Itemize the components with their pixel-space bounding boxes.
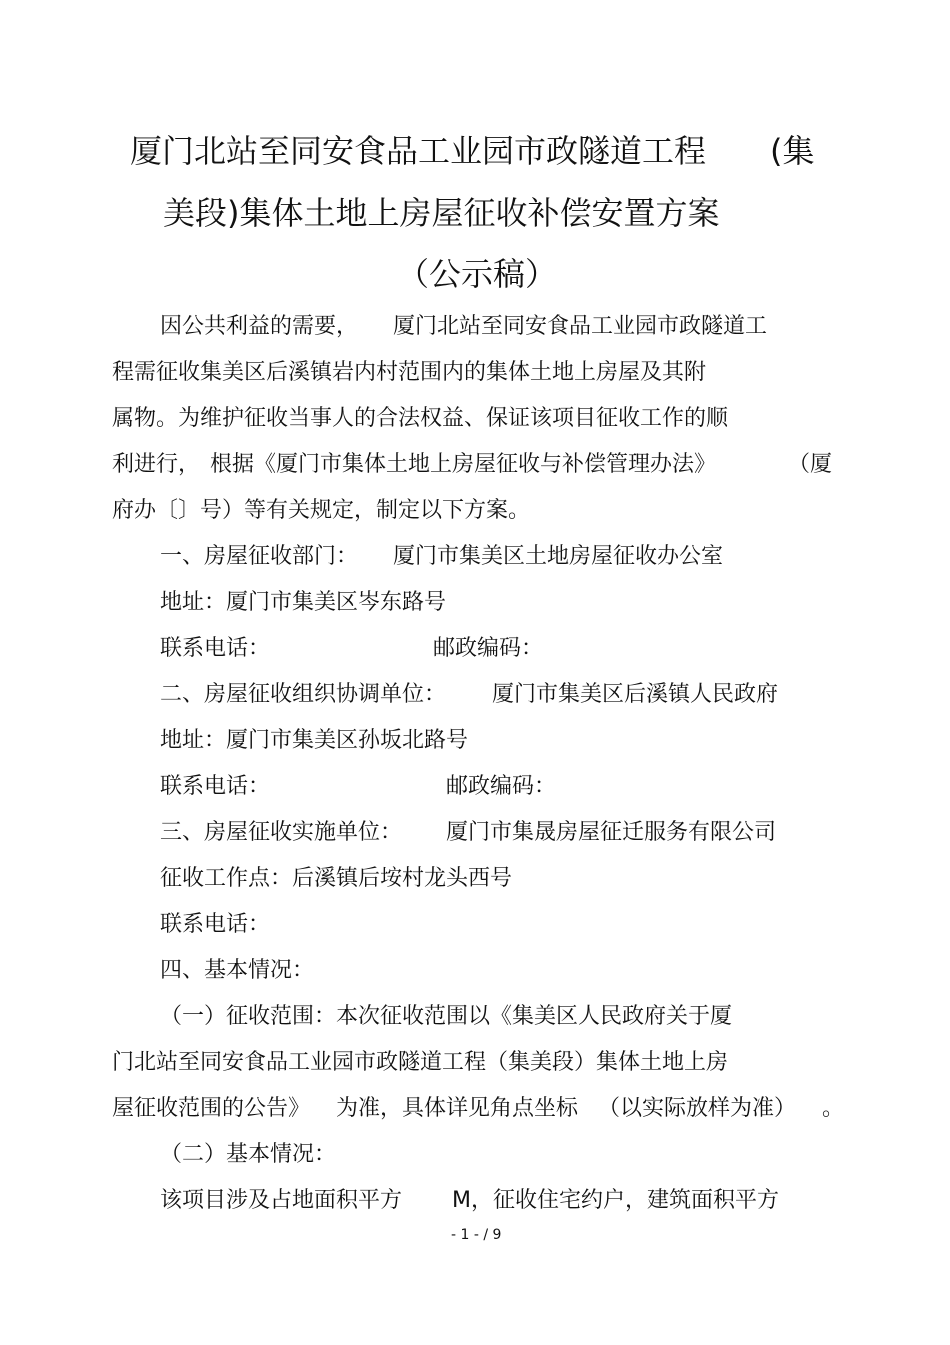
sec3-workpoint: 征收工作点：后溪镇后垵村龙头西号	[160, 866, 513, 891]
sec4-heading: 四、基本情况：	[160, 958, 315, 983]
sec4-scope-line-3d: 。	[822, 1096, 845, 1121]
sec1-phone: 联系电话：	[160, 636, 271, 661]
sec2-label: 二、房屋征收组织协调单位：	[160, 682, 447, 707]
title-line-2: 美段)集体土地上房屋征收补偿安置方案	[163, 194, 720, 232]
intro-line-3: 属物。为维护征收当事人的合法权益、保证该项目征收工作的顺	[112, 406, 729, 431]
intro-line-4c: （厦	[788, 452, 833, 477]
intro-line-2: 程需征收集美区后溪镇岩内村范围内的集体土地上房屋及其附	[112, 360, 707, 385]
sec3-value: 厦门市集晟房屋征迁服务有限公司	[446, 820, 777, 845]
sec3-phone: 联系电话：	[160, 912, 271, 937]
intro-line-1a: 因公共利益的需要，	[160, 314, 359, 339]
sec1-address: 地址：厦门市集美区岑东路号	[160, 590, 447, 615]
sec1-value: 厦门市集美区土地房屋征收办公室	[393, 544, 724, 569]
intro-line-4b: 根据《厦门市集体土地上房屋征收与补偿管理办法》	[210, 452, 717, 477]
sec4-scope-line-3b: 为准，具体详见角点坐标	[336, 1096, 579, 1121]
sec4-scope-line-2: 门北站至同安食品工业园市政隧道工程（集美段）集体土地上房	[112, 1050, 729, 1075]
sec1-label: 一、房屋征收部门：	[160, 544, 359, 569]
sec3-label: 三、房屋征收实施单位：	[160, 820, 403, 845]
sec4-basic-line-1a: 该项目涉及占地面积平方	[160, 1188, 403, 1213]
sec1-postcode: 邮政编码：	[433, 636, 544, 661]
title-line-1-tail: (集	[770, 132, 815, 170]
sec2-address: 地址：厦门市集美区孙坂北路号	[160, 728, 469, 753]
intro-line-4a: 利进行，	[112, 452, 201, 477]
intro-line-1b: 厦门北站至同安食品工业园市政隧道工	[393, 314, 768, 339]
sec2-value: 厦门市集美区后溪镇人民政府	[492, 682, 779, 707]
title-line-3: （公示稿）	[397, 255, 558, 293]
page-number: - 1 - / 9	[451, 1227, 502, 1243]
sec2-phone: 联系电话：	[160, 774, 271, 799]
sec4-scope-line-1: （一）征收范围：本次征收范围以《集美区人民政府关于厦	[160, 1004, 733, 1029]
sec2-postcode: 邮政编码：	[446, 774, 557, 799]
sec4-scope-line-3c: （以实际放样为准）	[598, 1096, 797, 1121]
sec4-basic-line-1b: M，征收住宅约户，建筑面积平方	[452, 1188, 779, 1213]
sec4-basic-heading: （二）基本情况：	[160, 1142, 337, 1167]
title-line-1: 厦门北站至同安食品工业园市政隧道工程	[130, 132, 707, 170]
intro-line-5: 府办〔〕号）等有关规定，制定以下方案。	[112, 498, 531, 523]
sec4-scope-line-3a: 屋征收范围的公告》	[112, 1096, 311, 1121]
